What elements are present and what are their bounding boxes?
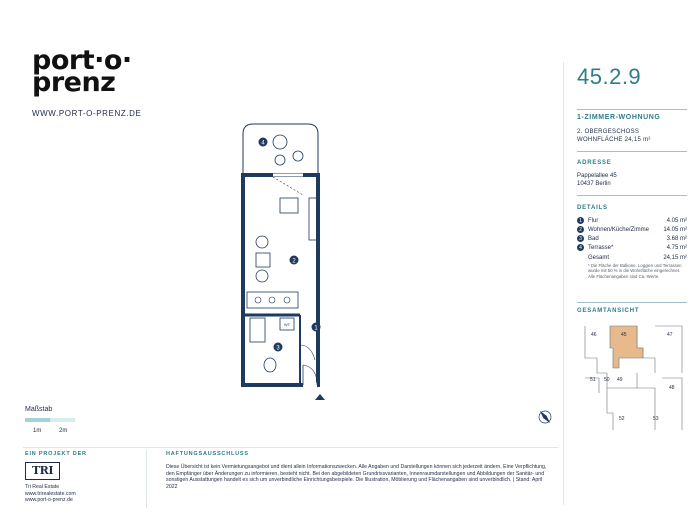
unit-number: 45.2.9 [577, 64, 642, 89]
unit-type: 1-ZIMMER-WOHNUNG [577, 114, 661, 121]
room-area: 4.75 m² [666, 244, 687, 251]
overview-map [577, 318, 687, 433]
logo-line-2: prenz [32, 67, 116, 98]
brand-url[interactable]: WWW.PORT-O-PRENZ.DE [32, 109, 142, 118]
separator [577, 151, 687, 152]
details-heading: DETAILS [577, 205, 608, 211]
area-note: * Die Fläche der Balkone, Loggien und Terrassen wurde mit 50 % in die Wohnfläche eingerechnet. Alle Flächenangaben sind Ca.-Werte. [588, 263, 682, 279]
room-name: Flur [588, 217, 599, 224]
scale-label-2m: 2m [59, 428, 68, 434]
address-heading: ADRESSE [577, 160, 612, 166]
room-row [577, 225, 687, 234]
room-badge-4 [259, 138, 268, 147]
terrace-chair [293, 151, 303, 161]
svg-text:3: 3 [276, 345, 280, 352]
overview-label: 50 [604, 377, 610, 383]
terrace-outline [243, 124, 318, 175]
overview-label: 48 [669, 385, 675, 391]
address-block [577, 172, 617, 188]
total-label: Gesamt [588, 255, 610, 261]
unit-area: WOHNFLÄCHE 24,15 m² [577, 137, 651, 143]
overview-label: 53 [653, 416, 659, 422]
overview-label: 51 [590, 377, 596, 383]
room-badge-3 [274, 343, 283, 352]
room-name: Wohnen/Küche/Zimme [588, 226, 649, 233]
company-logo: TRI [25, 462, 60, 480]
overview-label: 49 [617, 377, 623, 383]
room-area: 3.68 m² [666, 235, 687, 242]
apartment-walls [243, 175, 318, 385]
overview-label: 45 [621, 332, 627, 338]
room-number: 2 [577, 226, 584, 233]
room-area: 14.05 m² [663, 226, 687, 233]
disclaimer-heading: HAFTUNGSAUSSCHLUSS [166, 451, 249, 457]
room-number: 4 [577, 244, 584, 251]
svg-text:4: 4 [261, 140, 265, 147]
room-number: 1 [577, 217, 584, 224]
company-url[interactable]: www.trirealestate.com [25, 490, 76, 497]
address-street: Pappelallee 45 [577, 173, 617, 179]
scale-segment [25, 418, 50, 422]
overview-label: 52 [619, 416, 625, 422]
brand-logo [32, 45, 132, 98]
address-city: 10437 Berlin [577, 181, 611, 187]
building-outline [607, 388, 613, 430]
terrace-table [273, 135, 287, 149]
separator [577, 195, 687, 196]
divider-footer [23, 447, 558, 448]
separator [577, 109, 687, 110]
room-name: Terrasse* [588, 244, 614, 251]
room-list [577, 216, 687, 264]
unit-meta [577, 128, 651, 144]
divider-vertical [563, 62, 564, 505]
scale-bar [25, 418, 75, 422]
total-value: 24,15 m² [663, 255, 687, 261]
north-arrow-icon [533, 405, 557, 429]
floor-plan [225, 120, 345, 405]
company-info [25, 484, 76, 504]
wc-label: WT [283, 322, 291, 327]
room-row [577, 216, 687, 225]
scale-label-1m: 1m [33, 428, 42, 434]
company-name: Tri Real Estate [25, 484, 60, 490]
scale-heading: Maßstab [25, 406, 53, 413]
svg-text:2: 2 [292, 258, 296, 265]
room-badge-1 [312, 323, 321, 332]
project-url[interactable]: www.port-o-prenz.de [25, 497, 73, 504]
logo-line-1: port·o· [32, 45, 132, 76]
overview-label: 47 [667, 332, 673, 338]
unit-floor: 2. OBERGESCHOSS [577, 129, 640, 135]
divider-footer-column [146, 450, 147, 508]
room-row [577, 243, 687, 252]
room-row [577, 234, 687, 243]
scale-segment [50, 418, 75, 422]
overview-label: 46 [591, 332, 597, 338]
disclaimer-text: Diese Übersicht ist kein Vermietungsangebot und dient allein Informationszwecken. Alle Angaben und Darstellungen können sich jederzeit ändern. Eine Verpflichtung, den Empfänger über Änderungen zu informieren, besteht nicht. Bei den abgebildeten Grundrissvarianten, Innenraumdarstellungen und Abbildungen der Sanitär- und sonstigen Ausstattungen handelt es sich um unverbindliche Einrichtungsbeispiele. Die Illustration, Möblierung und Flächenangaben sind unverbindlich. | Stand: April 2022 [166, 464, 547, 490]
svg-text:1: 1 [314, 325, 318, 332]
room-area: 4.05 m² [666, 217, 687, 224]
overview-heading: GESAMTANSICHT [577, 308, 640, 314]
building-outline [637, 388, 655, 430]
room-name: Bad [588, 235, 599, 242]
entrance-arrow-icon [315, 394, 325, 400]
room-number: 3 [577, 235, 584, 242]
separator [577, 302, 687, 303]
terrace-chair-2 [275, 155, 285, 165]
room-badge-2 [290, 256, 299, 265]
project-heading: EIN PROJEKT DER [25, 451, 87, 457]
